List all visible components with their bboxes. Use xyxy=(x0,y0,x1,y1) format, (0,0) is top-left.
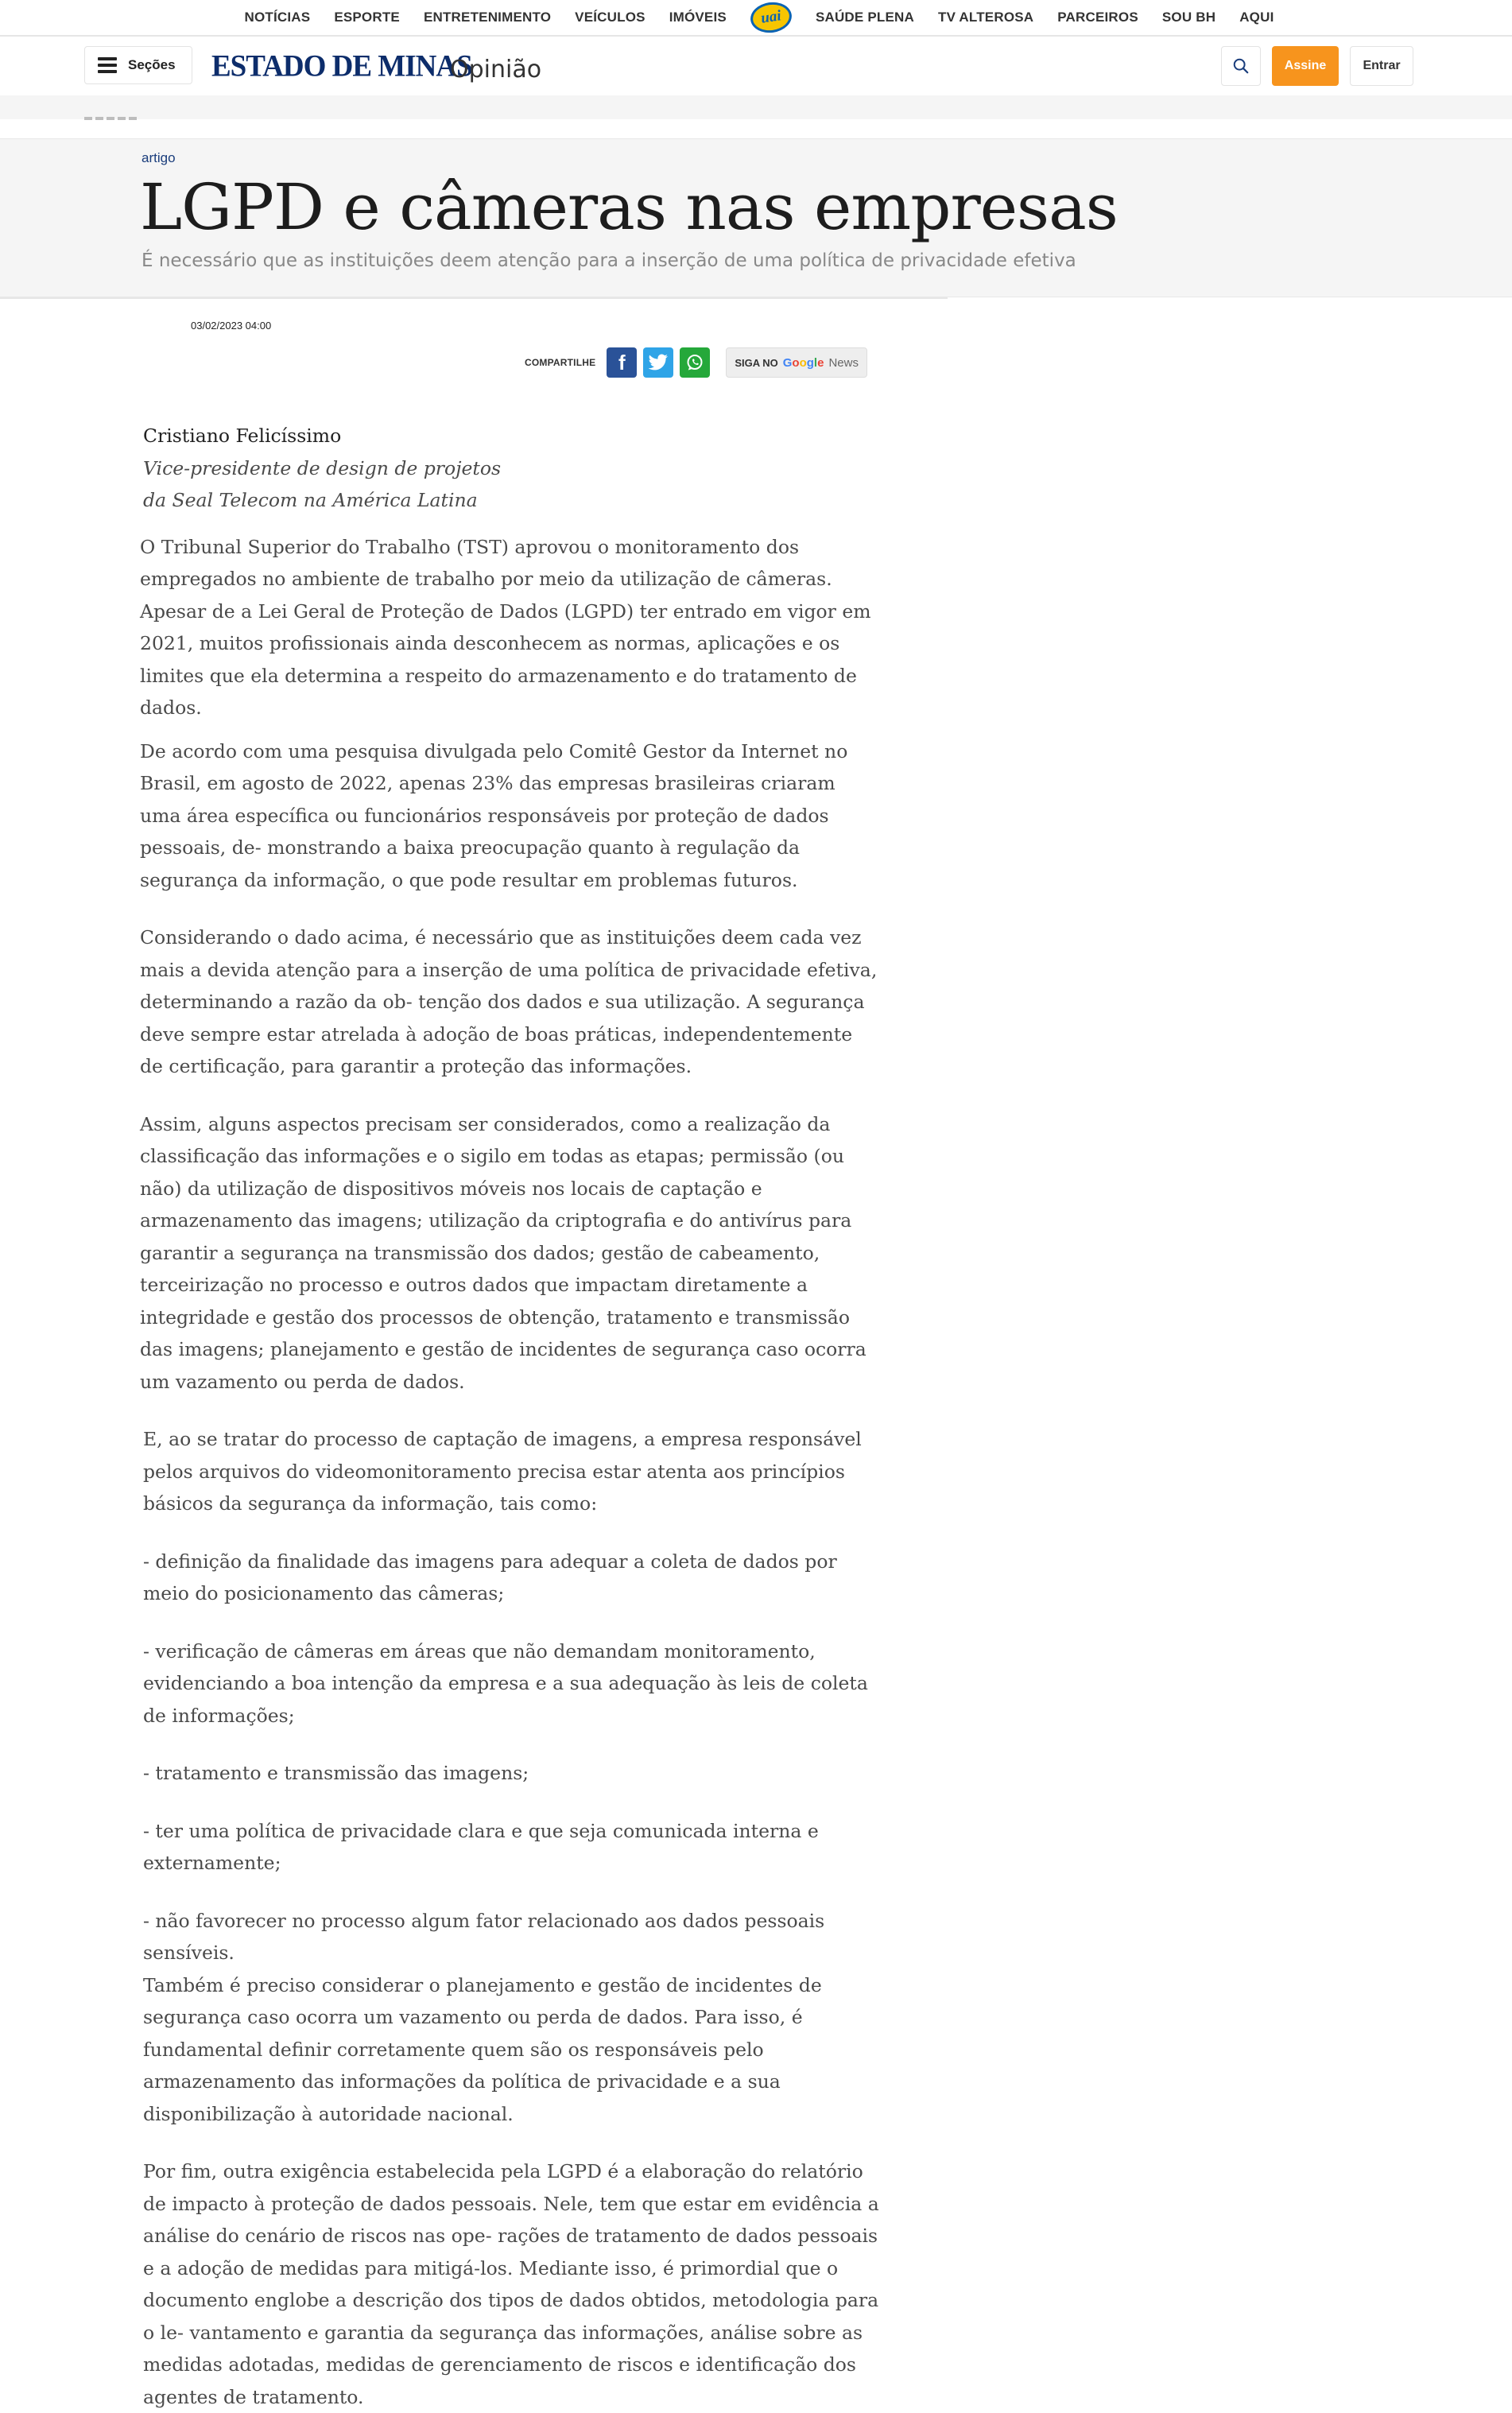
twitter-share-button[interactable] xyxy=(643,347,673,378)
brand-logo[interactable]: ESTADO DE MINAS xyxy=(211,48,472,84)
author-name: Cristiano Felicíssimo xyxy=(143,425,342,447)
ghost-breadcrumb xyxy=(84,110,180,118)
uai-logo[interactable]: uai xyxy=(749,0,794,35)
share-bar xyxy=(525,347,867,378)
header-spacer xyxy=(0,95,1512,119)
facebook-share-button[interactable] xyxy=(607,347,637,378)
nav-link-veiculos[interactable]: VEÍCULOS xyxy=(575,10,646,25)
article-body xyxy=(140,420,879,2413)
author-block xyxy=(143,420,879,517)
list-item: - tratamento e transmissão das imagens; xyxy=(143,1762,529,1784)
site-header xyxy=(0,38,1512,95)
google-news-follow-button[interactable] xyxy=(726,347,867,378)
sections-menu-button[interactable] xyxy=(84,46,192,84)
section-name[interactable]: Opinião xyxy=(450,56,542,83)
article-paragraph: De acordo com uma pesquisa divulgada pelo Comitê Gestor da Internet no Brasil, em agosto de 2022, apenas 23% das empresas brasileiras criaram uma área específica ou funcionários responsáveis por proteção de dados pessoais, de- monstrando a baixa preocupação quanto à regulação da segurança da informação, o que pode resultar em problemas futuros. xyxy=(140,739,848,891)
article-title: LGPD e câmeras nas empresas xyxy=(140,170,1118,244)
nav-link-aqui[interactable]: AQUI xyxy=(1239,10,1274,25)
whatsapp-share-button[interactable] xyxy=(680,347,710,378)
article-header xyxy=(0,138,1512,297)
author-role-line: Vice-presidente de design de projetos xyxy=(143,456,502,479)
article-paragraph: O Tribunal Superior do Trabalho (TST) aprovou o monitoramento dos empregados no ambiente de trabalho por meio da utilização de câmeras. Apesar de a Lei Geral de Proteção de Dados (LGPD) ter entrado em vigor em 2021, muitos profissionais ainda desconhecem as normas, aplicações e os limites que ela determina a respeito do armazenamento e do tratamento de dados. xyxy=(140,535,871,719)
twitter-icon xyxy=(648,354,669,371)
search-icon xyxy=(1232,57,1250,75)
subscribe-button[interactable]: Assine xyxy=(1272,46,1339,86)
google-news-logo xyxy=(783,356,824,370)
list-item: - não favorecer no processo algum fator relacionado aos dados pessoais sensíveis. xyxy=(143,1909,825,1964)
google-letter: e xyxy=(817,355,824,370)
facebook-icon: f xyxy=(618,350,626,374)
share-label: COMPARTILHE xyxy=(525,357,596,368)
nav-link-parceiros[interactable]: PARCEIROS xyxy=(1057,10,1138,25)
nav-link-noticias[interactable]: NOTÍCIAS xyxy=(244,10,311,25)
author-role-line: da Seal Telecom na América Latina xyxy=(143,489,478,511)
google-letter: o xyxy=(792,355,800,370)
article-paragraph: Por fim, outra exigência estabelecida pela LGPD é a elaboração do relatório de impacto à proteção de dados pessoais. Nele, tem que estar em evidência a análise do cenário de riscos nas ope- rações de tratamento de dados pessoais e a adoção de medidas para mitigá-los. Mediante isso, é primordial que o documento englobe a descrição dos tipos de dados obtidos, metodologia para o le- vantamento e garantia da segurança das informações, análise sobre as medidas adotadas, medidas de gerenciamento de riscos e identificação dos agentes de tratamento. xyxy=(143,2160,879,2408)
hamburger-icon xyxy=(98,57,117,73)
article-paragraph: Considerando o dado acima, é necessário que as instituições deem cada vez mais a devida atenção para a inserção de uma política de privacidade efetiva, determinando a razão da ob- tenção dos dados e sua utilização. A segurança deve sempre estar atrelada à adoção de boas práticas, independentemente de certificação, para garantir a proteção das informações. xyxy=(140,926,878,1077)
top-navigation xyxy=(0,0,1512,37)
google-letter: G xyxy=(782,355,793,370)
list-item: - definição da finalidade das imagens para adequar a coleta de dados por meio do posicionamento das câmeras; xyxy=(143,1550,837,1604)
article-paragraph: E, ao se tratar do processo de captação de imagens, a empresa responsável pelos arquivos do videomonitoramento precisa estar atenta aos princípios básicos da segurança da informação, tais como: xyxy=(143,1428,862,1515)
nav-link-tv-alterosa[interactable]: TV ALTEROSA xyxy=(938,10,1034,25)
publish-date: 03/02/2023 04:00 xyxy=(191,320,272,332)
nav-link-sou-bh[interactable]: SOU BH xyxy=(1161,10,1216,25)
google-letter: o xyxy=(799,355,807,370)
nav-link-entretenimento[interactable]: ENTRETENIMENTO xyxy=(423,10,552,25)
google-letter: g xyxy=(806,355,814,370)
article-kicker[interactable]: artigo xyxy=(142,150,176,165)
list-item: - verificação de câmeras em áreas que não demandam monitoramento, evidenciando a boa intenção da empresa e a sua adequação às leis de coleta de informações; xyxy=(143,1639,868,1727)
whatsapp-icon xyxy=(685,353,704,372)
title-divider xyxy=(0,297,948,299)
google-news-siga-label: SIGA NO xyxy=(735,356,778,369)
google-news-label: News xyxy=(828,355,859,370)
article-paragraph: Assim, alguns aspectos precisam ser considerados, como a realização da classificação das informações e o sigilo em todas as etapas; permissão (ou não) da utilização de dispositivos móveis nos locais de captação e armazenamento das imagens; utilização da criptografia e do antivírus para garantir a segurança na transmissão dos dados; gestão de cabeamento, terceirização no processo e outros dados que impactam diretamente a integridade e gestão dos processos de obtenção, tratamento e transmissão das imagens; planejamento e gestão de incidentes de segurança caso ocorra um vazamento ou perda de dados. xyxy=(140,1112,866,1393)
login-button[interactable]: Entrar xyxy=(1350,46,1413,86)
nav-link-esporte[interactable]: ESPORTE xyxy=(334,10,400,25)
search-button[interactable] xyxy=(1221,46,1261,86)
article-paragraph: Também é preciso considerar o planejamento e gestão de incidentes de segurança caso ocorra um vazamento ou perda de dados. Para isso, é fundamental definir corretamente quem são os responsáveis pelo armazenamento das informações da política de privacidade e a sua disponibilização à autoridade nacional. xyxy=(143,1973,822,2125)
nav-link-saude-plena[interactable]: SAÚDE PLENA xyxy=(815,10,914,25)
article-subtitle: É necessário que as instituições deem atenção para a inserção de uma política de privacidade efetiva xyxy=(142,250,1076,271)
sections-menu-label: Seções xyxy=(128,57,176,72)
nav-link-imoveis[interactable]: IMÓVEIS xyxy=(669,10,727,25)
google-letter: l xyxy=(813,355,818,370)
list-item: - ter uma política de privacidade clara e que seja comunicada interna e externamente; xyxy=(143,1819,819,1874)
